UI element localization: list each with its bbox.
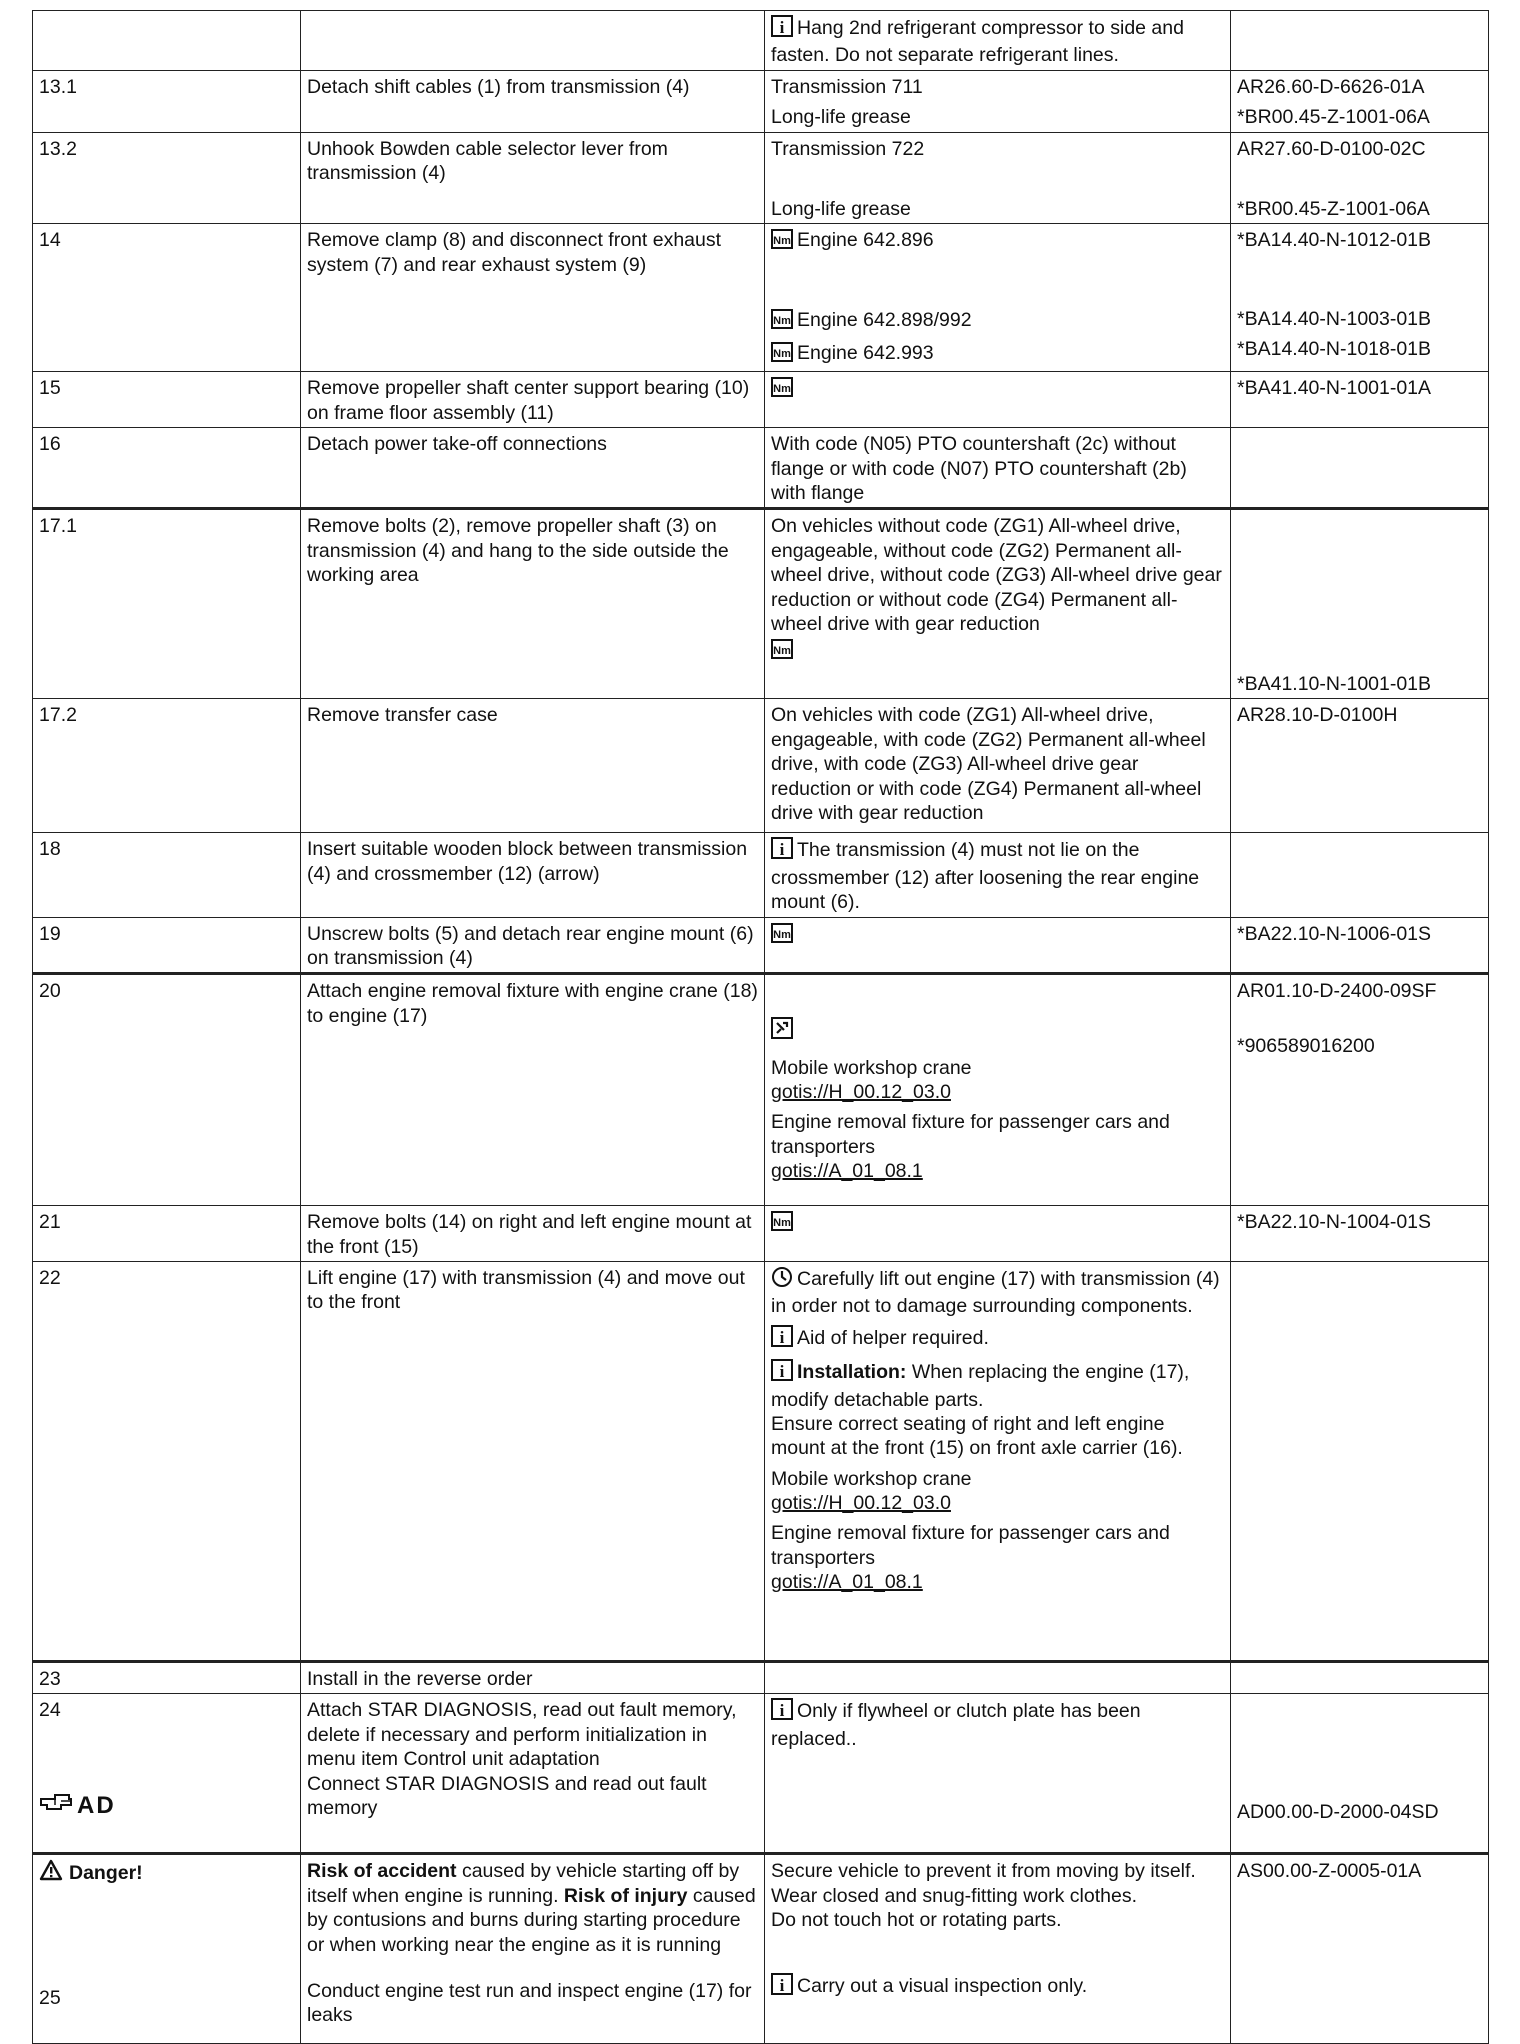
note-text: On vehicles with code (ZG1) All-wheel drive, engageable, with code (ZG2) Permanent all-wheel drive, with code (ZG3) All-wheel drive gear reduction or with code (ZG4) Permanent all-wheel drive with gear reduction — [765, 699, 1231, 833]
note-text: Engine 642.993 — [797, 342, 934, 364]
table-row — [33, 1694, 1489, 1854]
step-action: Remove propeller shaft center support bearing (10) on frame floor assembly (11) — [301, 372, 765, 428]
svg-text:Nm: Nm — [773, 348, 791, 360]
info-icon — [771, 1359, 793, 1387]
reference-link[interactable]: AR01.10-D-2400-09SF — [1237, 980, 1437, 1003]
step-number: 14 — [33, 224, 301, 372]
svg-text:i: i — [779, 1701, 785, 1721]
note-text: Do not touch hot or rotating parts. — [771, 1909, 1062, 1932]
reference-link[interactable]: *BA14.40-N-1012-01B — [1237, 229, 1432, 252]
risk-text: caused by contusions and burns during starting procedure or when working near the engine as it is running — [307, 1884, 756, 1956]
svg-text:Nm: Nm — [773, 314, 791, 327]
gotis-link[interactable]: gotis://A_01_08.1 — [771, 1160, 923, 1183]
caution-icon — [771, 1266, 793, 1294]
table-row — [33, 132, 1489, 224]
step-action: Unscrew bolts (5) and detach rear engine mount (6) on transmission (4) — [301, 917, 765, 974]
table-row — [33, 428, 1489, 509]
svg-text:i: i — [779, 1362, 785, 1382]
step-number: 16 — [33, 428, 301, 509]
torque-nm-icon — [771, 923, 793, 949]
svg-text:Nm: Nm — [773, 1217, 791, 1230]
table-row — [33, 224, 1489, 372]
table-row — [33, 509, 1489, 699]
torque-nm-icon — [771, 309, 793, 335]
step-action: Detach shift cables (1) from transmission (4) — [301, 70, 765, 132]
note-text: Carefully lift out engine (17) with transmission (4) in order not to damage surrounding components. — [771, 1268, 1220, 1318]
reference-link[interactable]: AR27.60-D-0100-02C — [1237, 137, 1426, 160]
reference-link[interactable]: AD00.00-D-2000-04SD — [1237, 1801, 1439, 1823]
gotis-link[interactable]: gotis://H_00.12_03.0 — [771, 1081, 951, 1103]
svg-text:i: i — [779, 840, 785, 860]
note-text: When replacing the engine (17), modify detachable parts. — [771, 1361, 1190, 1411]
step-action: Remove transfer case — [301, 699, 765, 833]
note-text: Engine 642.898/992 — [797, 308, 972, 331]
step-action: Remove clamp (8) and disconnect front exhaust system (7) and rear exhaust system (9) — [301, 224, 765, 372]
reference-link[interactable]: *BR00.45-Z-1001-06A — [1237, 106, 1430, 129]
note-text: On vehicles without code (ZG1) All-wheel drive, engageable, without code (ZG2) Permanent all-wheel drive, without code (ZG3) All-wheel drive gear reduction or without code (ZG4) Permanent all-wheel drive with gear reduction — [771, 515, 1222, 635]
torque-nm-icon — [771, 342, 793, 368]
step-action: Remove bolts (2), remove propeller shaft (3) on transmission (4) and hang to the side outside the working area — [301, 509, 765, 699]
note-text: Transmission 711 — [771, 75, 923, 98]
table-row — [33, 70, 1489, 132]
step-number: 25 — [39, 1986, 61, 2009]
step-action: Unhook Bowden cable selector lever from transmission (4) — [301, 132, 765, 224]
reference-link[interactable]: *BA14.40-N-1003-01B — [1237, 307, 1432, 330]
svg-text:i: i — [779, 18, 785, 37]
step-action: Lift engine (17) with transmission (4) and move out to the front — [301, 1262, 765, 1662]
torque-nm-icon — [771, 639, 793, 665]
note-text: Only if flywheel or clutch plate has been replaced.. — [771, 1700, 1141, 1750]
table-row — [33, 1262, 1489, 1662]
step-number: 15 — [33, 372, 301, 428]
note-text: Wear closed and snug-fitting work clothes. — [771, 1884, 1137, 1907]
step-number: 13.2 — [33, 132, 301, 224]
step-action: Attach engine removal fixture with engine crane (18) to engine (17) — [301, 974, 765, 1206]
step-number: 22 — [33, 1262, 301, 1662]
note-text: Transmission 722 — [771, 137, 925, 160]
table-row — [33, 372, 1489, 428]
danger-label — [39, 1859, 143, 1887]
reference-link[interactable]: *BR00.45-Z-1001-06A — [1237, 197, 1430, 220]
step-number: 20 — [33, 974, 301, 1206]
note-text: Carry out a visual inspection only. — [797, 1974, 1088, 1997]
ad-label: AD — [77, 1791, 116, 1819]
step-action: Connect STAR DIAGNOSIS and read out fault memory — [307, 1772, 707, 1819]
step-action: Remove bolts (14) on right and left engine mount at the front (15) — [301, 1206, 765, 1262]
info-icon — [771, 837, 793, 865]
info-icon — [771, 1325, 793, 1353]
svg-text:Nm: Nm — [773, 928, 791, 941]
step-number: 24 — [39, 1699, 61, 1722]
risk-heading: Risk of accident — [307, 1860, 457, 1883]
table-row — [33, 833, 1489, 917]
note-text: Long-life grease — [771, 106, 911, 129]
table-row — [33, 974, 1489, 1206]
note-text: With code (N05) PTO countershaft (2c) without flange or with code (N07) PTO countershaft (2b) with flange — [765, 428, 1231, 509]
reference-link[interactable]: *906589016200 — [1237, 1034, 1375, 1057]
step-number: 18 — [33, 833, 301, 917]
note-text: Mobile workshop crane — [771, 1056, 972, 1079]
note-text: The transmission (4) must not lie on the crossmember (12) after loosening the rear engine mount (6). — [771, 839, 1200, 914]
reference-link[interactable]: AR26.60-D-6626-01A — [1237, 75, 1425, 98]
step-number: 23 — [33, 1662, 301, 1694]
reference-link[interactable]: *BA41.10-N-1001-01B — [1237, 673, 1432, 695]
torque-nm-icon — [771, 377, 793, 403]
step-action: Insert suitable wooden block between transmission (4) and crossmember (12) (arrow) — [301, 833, 765, 917]
pointing-hand-icon — [39, 1791, 73, 1821]
note-text: Mobile workshop crane — [771, 1467, 972, 1490]
note-text: Hang 2nd refrigerant compressor to side and fasten. Do not separate refrigerant lines. — [771, 17, 1184, 67]
step-number: 13.1 — [33, 70, 301, 132]
reference-link[interactable]: *BA14.40-N-1018-01B — [1237, 338, 1432, 360]
ad-badge — [39, 1791, 116, 1821]
step-action: Install in the reverse order — [301, 1662, 765, 1694]
svg-text:Nm: Nm — [773, 383, 791, 396]
note-text: Aid of helper required. — [797, 1326, 989, 1349]
warning-triangle-icon — [39, 1859, 63, 1887]
torque-nm-icon — [771, 229, 793, 255]
danger-text: Danger! — [69, 1862, 143, 1885]
table-row — [33, 699, 1489, 833]
table-row — [33, 1206, 1489, 1262]
procedure-table — [32, 10, 1489, 2044]
step-action: Conduct engine test run and inspect engine (17) for leaks — [307, 1979, 752, 2027]
reference-link[interactable]: AR28.10-D-0100H — [1237, 704, 1398, 727]
reference-link[interactable]: *BA22.10-N-1004-01S — [1237, 1211, 1432, 1234]
note-text: Engine 642.896 — [797, 229, 934, 252]
torque-nm-icon — [771, 1211, 793, 1237]
step-number: 17.2 — [33, 699, 301, 833]
svg-text:Nm: Nm — [773, 235, 791, 248]
svg-text:Nm: Nm — [773, 645, 791, 658]
note-text: Engine removal fixture for passenger cars and transporters — [771, 1522, 1170, 1569]
step-number: 19 — [33, 917, 301, 974]
note-text: Secure vehicle to prevent it from moving by itself. — [771, 1860, 1196, 1883]
risk-heading: Risk of injury — [563, 1884, 688, 1907]
step-number: 21 — [33, 1206, 301, 1262]
note-text: Engine removal fixture for passenger cars and transporters — [771, 1111, 1170, 1158]
reference-link[interactable]: *BA22.10-N-1006-01S — [1237, 922, 1432, 945]
step-action: Detach power take-off connections — [301, 428, 765, 509]
svg-text:i: i — [779, 1327, 785, 1347]
risk-text: caused by vehicle starting off by itself when engine is running. — [307, 1860, 740, 1907]
table-row — [33, 917, 1489, 974]
special-tool-icon — [771, 1017, 793, 1045]
note-text: Long-life grease — [771, 197, 911, 220]
gotis-link[interactable]: gotis://H_00.12_03.0 — [771, 1492, 951, 1514]
gotis-link[interactable]: gotis://A_01_08.1 — [771, 1571, 923, 1594]
reference-link[interactable]: AS00.00-Z-0005-01A — [1237, 1860, 1422, 1883]
info-icon — [771, 15, 793, 43]
step-action: Attach STAR DIAGNOSIS, read out fault memory, delete if necessary and perform initialization in menu item Control unit adaptation — [307, 1699, 737, 1771]
table-row — [33, 1854, 1489, 2044]
svg-text:i: i — [779, 1975, 785, 1995]
info-icon — [771, 1973, 793, 2001]
note-text: Ensure correct seating of right and left engine mount at the front (15) on front axle carrier (16). — [771, 1412, 1183, 1460]
reference-link[interactable]: *BA41.40-N-1001-01A — [1237, 377, 1432, 400]
table-row — [33, 1662, 1489, 1694]
installation-label: Installation: — [797, 1361, 907, 1384]
step-number: 17.1 — [33, 509, 301, 699]
info-icon — [771, 1698, 793, 1726]
table-row — [33, 11, 1489, 71]
